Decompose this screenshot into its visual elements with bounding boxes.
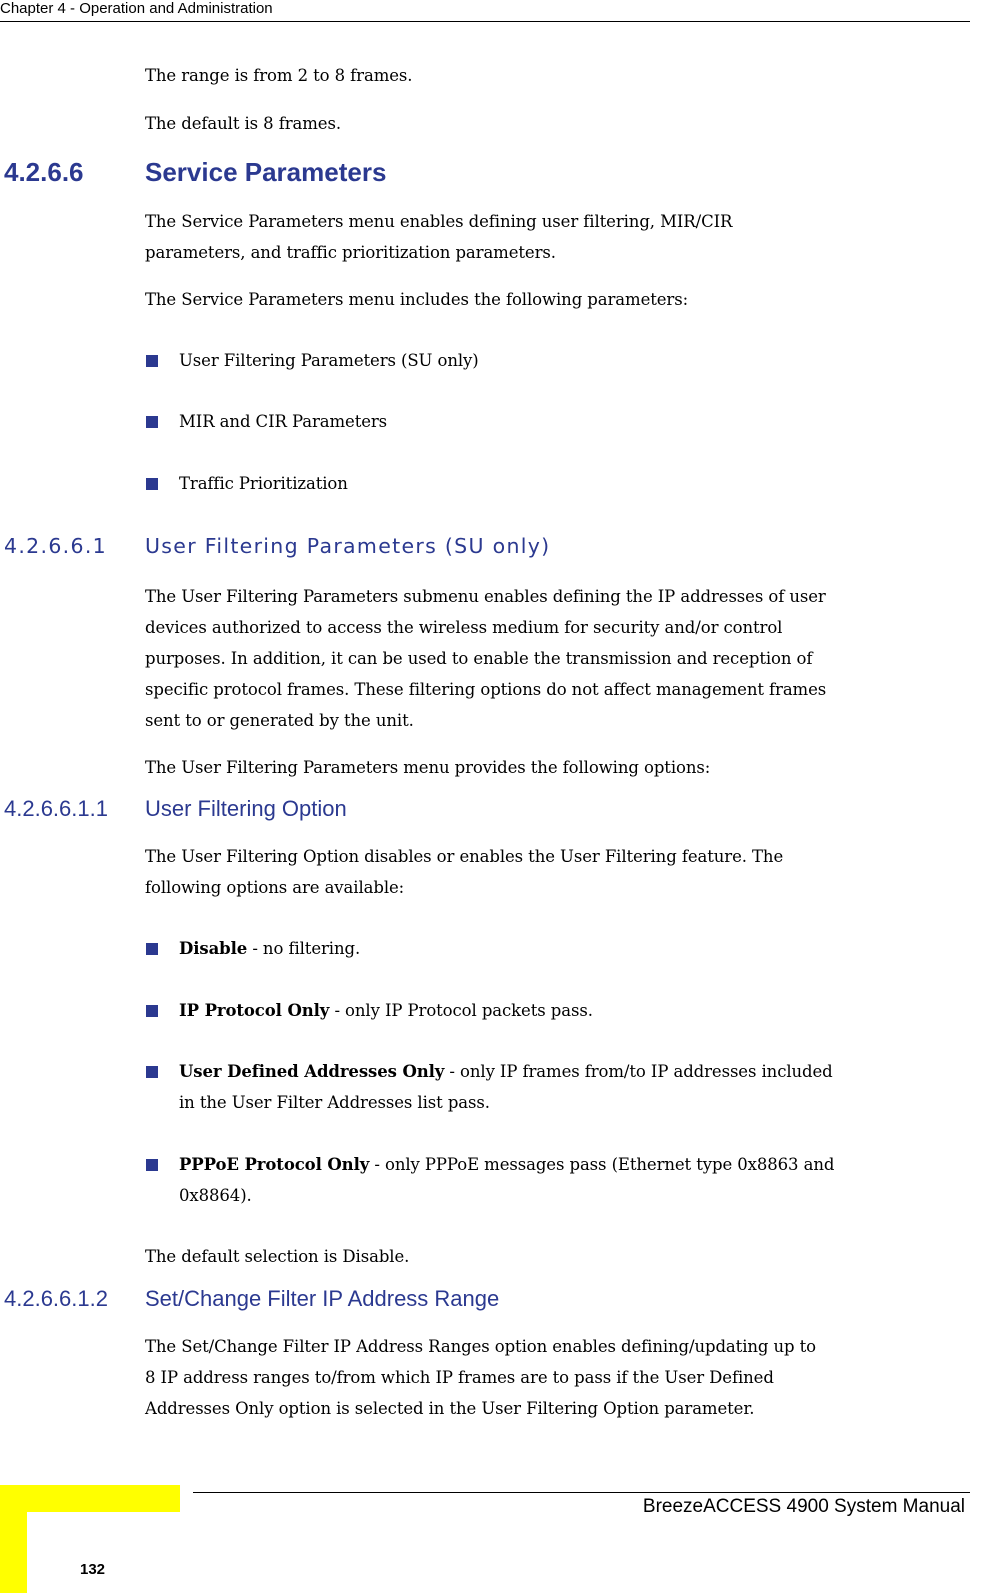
paragraph-line: specific protocol frames. These filtering options do not affect management frames bbox=[145, 680, 827, 699]
bullet-square-icon bbox=[146, 1159, 158, 1171]
paragraph-range: The range is from 2 to 8 frames. bbox=[145, 66, 413, 85]
option-description: - only IP Protocol packets pass. bbox=[329, 1001, 593, 1020]
section-title: User Filtering Option bbox=[145, 796, 347, 821]
footer-accent-inner bbox=[27, 1512, 180, 1593]
paragraph-line: The User Filtering Parameters menu provides the following options: bbox=[145, 758, 711, 777]
option-term: User Defined Addresses Only bbox=[179, 1062, 445, 1081]
paragraph-line: purposes. In addition, it can be used to enable the transmission and reception of bbox=[145, 649, 813, 668]
paragraph-line: The Set/Change Filter IP Address Ranges option enables defining/updating up to bbox=[145, 1337, 817, 1356]
option-term: Disable bbox=[179, 939, 248, 958]
paragraph-line: The User Filtering Option disables or enables the User Filtering feature. The bbox=[145, 847, 784, 866]
paragraph-line: Addresses Only option is selected in the User Filtering Option parameter. bbox=[145, 1399, 755, 1418]
paragraph-line: 8 IP address ranges to/from which IP frames are to pass if the User Defined bbox=[145, 1368, 774, 1387]
paragraph-line: The Service Parameters menu enables defining user filtering, MIR/CIR bbox=[145, 212, 733, 231]
list-item-text bbox=[179, 1149, 834, 1180]
option-description: - only PPPoE messages pass (Ethernet type 0x8863 and bbox=[369, 1155, 835, 1174]
option-term: PPPoE Protocol Only bbox=[179, 1155, 370, 1174]
list-item-text bbox=[179, 933, 360, 964]
section-number: 4.2.6.6.1.2 bbox=[4, 1286, 108, 1311]
page-number: 132 bbox=[80, 1561, 106, 1578]
list-item-text bbox=[179, 1056, 833, 1087]
bullet-square-icon bbox=[146, 1005, 158, 1017]
section-heading-user-filtering-parameters bbox=[0, 533, 970, 561]
bullet-square-icon bbox=[146, 416, 158, 428]
section-heading-service-parameters bbox=[0, 157, 970, 189]
bullet-square-icon bbox=[146, 478, 158, 490]
option-description-continued: 0x8864). bbox=[179, 1186, 252, 1205]
option-description: - only IP frames from/to IP addresses included bbox=[444, 1062, 833, 1081]
section-number: 4.2.6.6.1.1 bbox=[4, 796, 108, 821]
list-item-text bbox=[179, 995, 593, 1026]
list-item-label: Traffic Prioritization bbox=[179, 474, 348, 493]
paragraph-line: The Service Parameters menu includes the following parameters: bbox=[145, 290, 689, 309]
bullet-square-icon bbox=[146, 1066, 158, 1078]
option-description: - no filtering. bbox=[247, 939, 361, 958]
paragraph-line: The User Filtering Parameters submenu enables defining the IP addresses of user bbox=[145, 587, 826, 606]
paragraph-line: devices authorized to access the wireless medium for security and/or control bbox=[145, 618, 783, 637]
section-heading-user-filtering-option bbox=[0, 796, 970, 824]
list-item-label: User Filtering Parameters (SU only) bbox=[179, 351, 479, 370]
paragraph-line: sent to or generated by the unit. bbox=[145, 711, 414, 730]
section-number: 4.2.6.6 bbox=[4, 157, 84, 187]
page-header bbox=[0, 0, 970, 22]
list-item-label: MIR and CIR Parameters bbox=[179, 412, 388, 431]
bullet-square-icon bbox=[146, 943, 158, 955]
section-title: Service Parameters bbox=[145, 157, 387, 187]
paragraph-default: The default is 8 frames. bbox=[145, 114, 341, 133]
option-term: IP Protocol Only bbox=[179, 1001, 330, 1020]
paragraph-default-selection: The default selection is Disable. bbox=[145, 1247, 410, 1266]
option-description-continued: in the User Filter Addresses list pass. bbox=[179, 1093, 490, 1112]
section-number: 4.2.6.6.1 bbox=[4, 534, 107, 558]
section-heading-set-change-filter-ip-address-range bbox=[0, 1286, 970, 1314]
footer-manual-title: BreezeACCESS 4900 System Manual bbox=[642, 1496, 965, 1517]
bullet-square-icon bbox=[146, 355, 158, 367]
section-title: Set/Change Filter IP Address Range bbox=[145, 1286, 500, 1311]
footer-rule bbox=[193, 1492, 970, 1493]
chapter-title: Chapter 4 - Operation and Administration bbox=[0, 0, 273, 17]
section-title: User Filtering Parameters (SU only) bbox=[145, 534, 551, 558]
paragraph-line: following options are available: bbox=[145, 878, 405, 897]
paragraph-line: parameters, and traffic prioritization parameters. bbox=[145, 243, 556, 262]
